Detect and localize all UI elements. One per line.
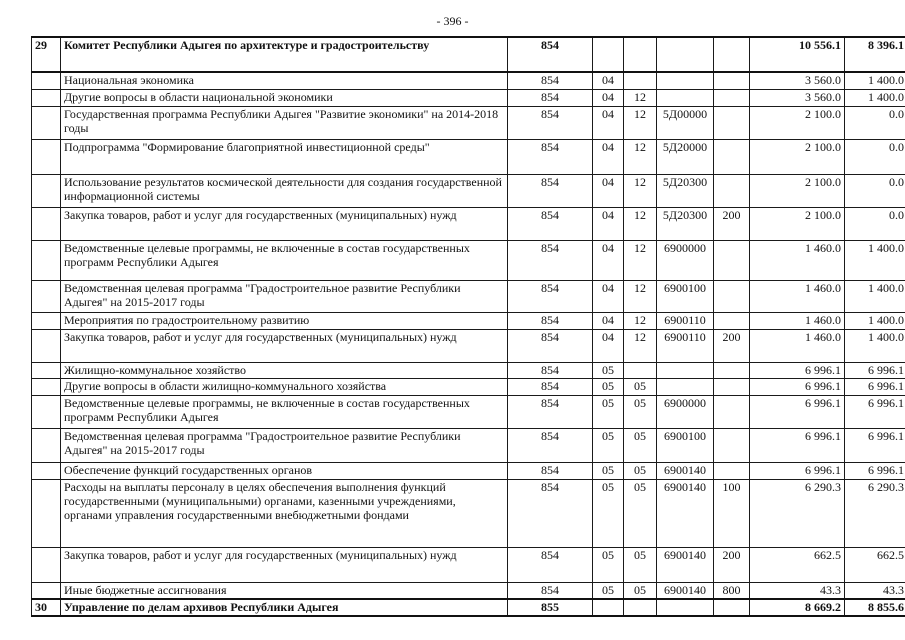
row-subsection: 05 (624, 428, 657, 462)
row-number (32, 240, 61, 280)
row-number (32, 207, 61, 240)
row-number (32, 479, 61, 547)
row-amount-1: 6 996.1 (750, 428, 845, 462)
row-subsection: 12 (624, 329, 657, 362)
table-row (32, 37, 905, 72)
row-subsection: 12 (624, 240, 657, 280)
row-number (32, 362, 61, 378)
table-row (32, 72, 905, 89)
row-ved-code: 854 (508, 37, 593, 72)
row-section: 04 (593, 280, 624, 312)
row-section: 05 (593, 479, 624, 547)
row-name: Комитет Республики Адыгея по архитектуре и градостроительству (61, 37, 508, 72)
row-ved-code: 854 (508, 547, 593, 582)
page-number: - 396 - (436, 14, 469, 28)
row-expense-type (714, 362, 750, 378)
row-number (32, 72, 61, 89)
row-subsection: 05 (624, 462, 657, 479)
row-expense-type: 200 (714, 329, 750, 362)
row-name: Использование результатов космической деятельности для создания государственной информационной системы (61, 174, 508, 207)
row-expense-type (714, 106, 750, 139)
row-section: 04 (593, 312, 624, 329)
row-name: Обеспечение функций государственных органов (61, 462, 508, 479)
row-subsection: 12 (624, 139, 657, 174)
row-expense-type (714, 462, 750, 479)
row-expense-type: 200 (714, 547, 750, 582)
row-expense-type (714, 395, 750, 428)
row-target-article (657, 89, 714, 106)
row-ved-code: 854 (508, 240, 593, 280)
row-ved-code: 854 (508, 479, 593, 547)
row-amount-1: 2 100.0 (750, 106, 845, 139)
row-amount-2: 0.0 (845, 106, 905, 139)
row-subsection: 05 (624, 378, 657, 395)
row-section (593, 37, 624, 72)
row-subsection: 12 (624, 174, 657, 207)
row-number (32, 312, 61, 329)
row-name: Ведомственная целевая программа "Градостроительное развитие Республики Адыгея" на 2015-2017 годы (61, 280, 508, 312)
row-target-article: 6900100 (657, 428, 714, 462)
row-section: 05 (593, 378, 624, 395)
row-ved-code: 854 (508, 280, 593, 312)
table-row (32, 329, 905, 362)
row-amount-1: 1 460.0 (750, 280, 845, 312)
table-row (32, 207, 905, 240)
row-section: 04 (593, 207, 624, 240)
row-section: 04 (593, 174, 624, 207)
row-subsection: 12 (624, 207, 657, 240)
row-amount-1: 43.3 (750, 582, 845, 599)
row-expense-type (714, 312, 750, 329)
row-amount-1: 6 996.1 (750, 395, 845, 428)
row-number (32, 106, 61, 139)
row-subsection: 05 (624, 582, 657, 599)
row-number: 29 (32, 37, 61, 72)
row-target-article: 6900140 (657, 462, 714, 479)
row-expense-type (714, 378, 750, 395)
row-number (32, 547, 61, 582)
row-section: 04 (593, 106, 624, 139)
row-ved-code: 854 (508, 207, 593, 240)
row-subsection: 12 (624, 89, 657, 106)
row-expense-type: 200 (714, 207, 750, 240)
row-subsection: 12 (624, 106, 657, 139)
row-number (32, 582, 61, 599)
row-ved-code: 854 (508, 106, 593, 139)
row-amount-1: 2 100.0 (750, 174, 845, 207)
row-amount-2: 0.0 (845, 139, 905, 174)
row-section: 05 (593, 547, 624, 582)
table-row (32, 582, 905, 599)
row-amount-2: 1 400.0 (845, 312, 905, 329)
row-expense-type (714, 89, 750, 106)
row-amount-2: 6 996.1 (845, 428, 905, 462)
row-section: 05 (593, 395, 624, 428)
row-amount-2: 6 996.1 (845, 462, 905, 479)
row-target-article: 6900110 (657, 312, 714, 329)
row-ved-code: 854 (508, 582, 593, 599)
row-amount-2: 1 400.0 (845, 240, 905, 280)
table-row (32, 395, 905, 428)
row-target-article (657, 599, 714, 616)
row-ved-code: 854 (508, 139, 593, 174)
row-expense-type (714, 139, 750, 174)
row-target-article (657, 362, 714, 378)
row-amount-1: 1 460.0 (750, 329, 845, 362)
row-target-article: 6900140 (657, 479, 714, 547)
row-subsection: 05 (624, 479, 657, 547)
row-name: Национальная экономика (61, 72, 508, 89)
row-expense-type: 100 (714, 479, 750, 547)
row-target-article (657, 37, 714, 72)
row-expense-type (714, 72, 750, 89)
row-section: 05 (593, 428, 624, 462)
row-name: Закупка товаров, работ и услуг для государственных (муниципальных) нужд (61, 207, 508, 240)
row-section: 05 (593, 362, 624, 378)
table-row (32, 547, 905, 582)
row-target-article: 5Д20300 (657, 174, 714, 207)
row-number (32, 174, 61, 207)
table-row (32, 89, 905, 106)
row-amount-2: 6 996.1 (845, 395, 905, 428)
row-ved-code: 854 (508, 378, 593, 395)
row-target-article (657, 378, 714, 395)
table-row (32, 479, 905, 547)
row-section: 04 (593, 72, 624, 89)
row-target-article: 5Д00000 (657, 106, 714, 139)
row-target-article: 6900140 (657, 547, 714, 582)
row-ved-code: 854 (508, 174, 593, 207)
row-subsection (624, 362, 657, 378)
row-amount-2: 0.0 (845, 207, 905, 240)
table-row (32, 428, 905, 462)
row-number (32, 329, 61, 362)
row-expense-type: 800 (714, 582, 750, 599)
table-row (32, 240, 905, 280)
row-ved-code: 854 (508, 312, 593, 329)
row-amount-2: 1 400.0 (845, 89, 905, 106)
row-amount-2: 1 400.0 (845, 329, 905, 362)
row-section: 04 (593, 240, 624, 280)
row-amount-1: 3 560.0 (750, 72, 845, 89)
row-ved-code: 855 (508, 599, 593, 616)
table-row (32, 312, 905, 329)
table-row (32, 462, 905, 479)
row-name: Расходы на выплаты персоналу в целях обеспечения выполнения функций государственными (муниципальными) органами, казенными учреждениями, органами управления государственными внебюджетными фондами (61, 479, 508, 547)
row-subsection (624, 37, 657, 72)
row-amount-2: 6 996.1 (845, 362, 905, 378)
row-amount-1: 2 100.0 (750, 139, 845, 174)
row-amount-1: 3 560.0 (750, 89, 845, 106)
table-row (32, 139, 905, 174)
row-name: Закупка товаров, работ и услуг для государственных (муниципальных) нужд (61, 329, 508, 362)
row-name: Другие вопросы в области жилищно-коммунального хозяйства (61, 378, 508, 395)
row-target-article: 5Д20000 (657, 139, 714, 174)
row-expense-type (714, 428, 750, 462)
row-amount-2: 8 855.6 (845, 599, 905, 616)
row-number: 30 (32, 599, 61, 616)
row-target-article: 6900000 (657, 240, 714, 280)
row-section: 05 (593, 582, 624, 599)
row-ved-code: 854 (508, 89, 593, 106)
row-expense-type (714, 174, 750, 207)
row-amount-1: 2 100.0 (750, 207, 845, 240)
row-amount-1: 662.5 (750, 547, 845, 582)
row-name: Подпрограмма "Формирование благоприятной инвестиционной среды" (61, 139, 508, 174)
row-expense-type (714, 599, 750, 616)
row-name: Ведомственная целевая программа "Градостроительное развитие Республики Адыгея" на 2015-2017 годы (61, 428, 508, 462)
row-subsection: 05 (624, 395, 657, 428)
row-subsection (624, 599, 657, 616)
row-ved-code: 854 (508, 462, 593, 479)
row-amount-2: 1 400.0 (845, 280, 905, 312)
row-expense-type (714, 280, 750, 312)
row-number (32, 462, 61, 479)
row-number (32, 428, 61, 462)
row-subsection: 12 (624, 280, 657, 312)
table-row (32, 378, 905, 395)
row-amount-2: 6 290.3 (845, 479, 905, 547)
row-ved-code: 854 (508, 72, 593, 89)
row-target-article: 5Д20300 (657, 207, 714, 240)
row-ved-code: 854 (508, 329, 593, 362)
row-section: 04 (593, 329, 624, 362)
row-amount-1: 10 556.1 (750, 37, 845, 72)
row-number (32, 378, 61, 395)
row-target-article: 6900140 (657, 582, 714, 599)
row-name: Ведомственные целевые программы, не включенные в состав государственных программ Республики Адыгея (61, 395, 508, 428)
row-amount-2: 1 400.0 (845, 72, 905, 89)
row-name: Другие вопросы в области национальной экономики (61, 89, 508, 106)
table-row (32, 599, 905, 616)
row-amount-2: 8 396.1 (845, 37, 905, 72)
row-amount-1: 1 460.0 (750, 240, 845, 280)
row-amount-2: 6 996.1 (845, 378, 905, 395)
row-target-article: 6900000 (657, 395, 714, 428)
table-row (32, 174, 905, 207)
row-number (32, 395, 61, 428)
row-section (593, 599, 624, 616)
row-ved-code: 854 (508, 428, 593, 462)
table-row (32, 362, 905, 378)
row-section: 05 (593, 462, 624, 479)
row-amount-2: 662.5 (845, 547, 905, 582)
row-amount-1: 8 669.2 (750, 599, 845, 616)
row-amount-1: 6 290.3 (750, 479, 845, 547)
row-subsection: 12 (624, 312, 657, 329)
row-target-article: 6900100 (657, 280, 714, 312)
row-name: Жилищно-коммунальное хозяйство (61, 362, 508, 378)
row-name: Управление по делам архивов Республики Адыгея (61, 599, 508, 616)
row-expense-type (714, 37, 750, 72)
row-section: 04 (593, 89, 624, 106)
row-name: Государственная программа Республики Адыгея "Развитие экономики" на 2014-2018 годы (61, 106, 508, 139)
budget-table (31, 36, 905, 617)
row-target-article (657, 72, 714, 89)
table-row (32, 106, 905, 139)
row-amount-2: 43.3 (845, 582, 905, 599)
row-target-article: 6900110 (657, 329, 714, 362)
row-number (32, 139, 61, 174)
row-name: Ведомственные целевые программы, не включенные в состав государственных программ Республики Адыгея (61, 240, 508, 280)
row-subsection (624, 72, 657, 89)
row-amount-1: 6 996.1 (750, 362, 845, 378)
row-ved-code: 854 (508, 395, 593, 428)
row-number (32, 280, 61, 312)
row-amount-1: 1 460.0 (750, 312, 845, 329)
row-amount-1: 6 996.1 (750, 378, 845, 395)
table-row (32, 280, 905, 312)
row-name: Закупка товаров, работ и услуг для государственных (муниципальных) нужд (61, 547, 508, 582)
row-name: Иные бюджетные ассигнования (61, 582, 508, 599)
row-section: 04 (593, 139, 624, 174)
row-amount-2: 0.0 (845, 174, 905, 207)
row-ved-code: 854 (508, 362, 593, 378)
row-name: Мероприятия по градостроительному развитию (61, 312, 508, 329)
row-amount-1: 6 996.1 (750, 462, 845, 479)
row-expense-type (714, 240, 750, 280)
row-number (32, 89, 61, 106)
row-subsection: 05 (624, 547, 657, 582)
